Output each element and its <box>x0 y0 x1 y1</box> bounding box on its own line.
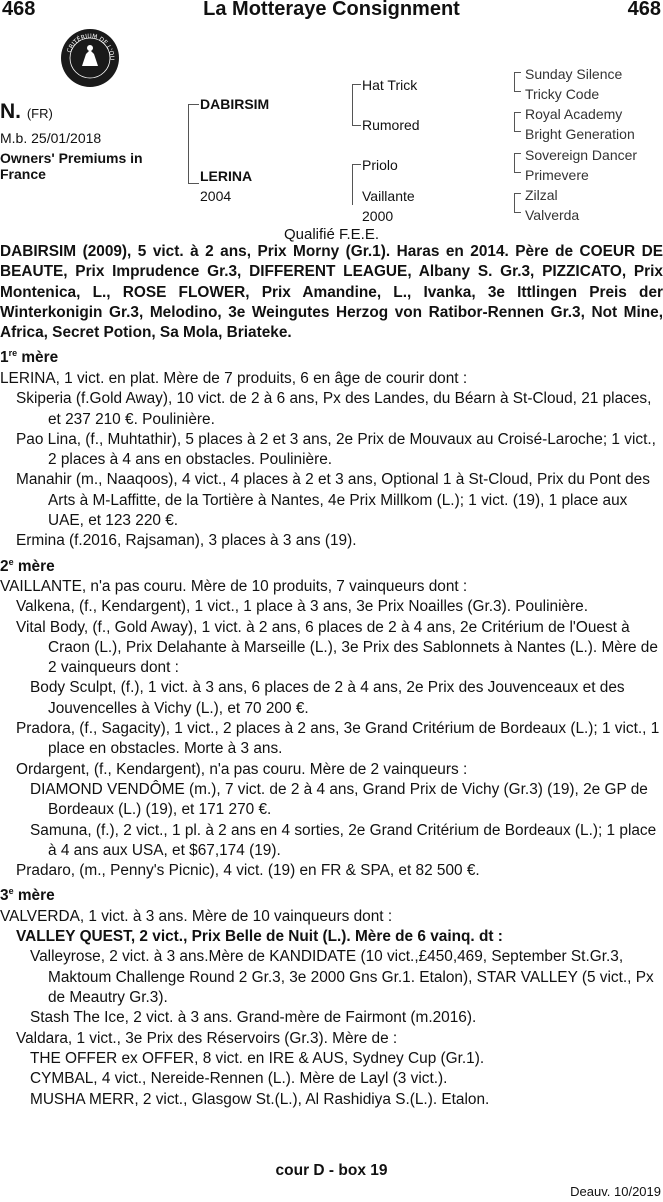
pedigree-g5: Sovereign Dancer <box>525 147 638 163</box>
dam-line-bracket <box>352 164 361 205</box>
first-dam-produce: Pao Lina, (f., Muhtathir), 5 places à 2 et 3 ans, 2e Prix de Mouvaux au Croisé-Laroche; 1 vict., 2 places à 4 ans en obstacles. Poulinière. <box>16 430 656 469</box>
pedigree-dam-sire: Priolo <box>362 157 398 173</box>
lot-number-right: 468 <box>627 0 661 20</box>
third-dam-produce: Valdara, 1 vict., 3e Prix des Réservoirs (Gr.3). Mère de : <box>16 1029 398 1047</box>
pedigree-g8: Valverda <box>525 207 580 223</box>
second-dam-intro: VAILLANTE, n'a pas couru. Mère de 10 produits, 7 vainqueurs dont : <box>0 578 468 595</box>
first-dam-heading: 1re mère <box>0 348 59 367</box>
third-dam-grand-produce: CYMBAL, 4 vict., Nereide-Rennen (L.). Mère de Layl (3 vict.). <box>30 1070 448 1088</box>
second-dam-grand-produce: Samuna, (f.), 2 vict., 1 pl. à 2 ans en 4 sorties, 2e Grand Critérium de Bordeaux (L.); 1 place à 4 ans aux USA, et $67,174 (19). <box>30 821 657 859</box>
horse-name: N. (FR) <box>0 100 53 123</box>
pedigree-g3: Royal Academy <box>525 106 623 122</box>
second-dam-grand-produce: Body Sculpt, (f.), 1 vict. à 3 ans, 6 places de 2 à 4 ans, 2e Prix des Jouvenceaux et des Jouvencelles à Vichy (L.), et 70 200 €. <box>30 679 625 717</box>
pedigree-sire: DABIRSIM <box>200 96 270 112</box>
third-dam-grand-produce: Stash The Ice, 2 vict. à 3 ans. Grand-mère de Fairmont (m.2016). <box>30 1009 477 1027</box>
third-dam-produce: VALLEY QUEST, 2 vict., Prix Belle de Nuit (L.). Mère de 6 vainq. dt : <box>16 928 503 946</box>
third-dam-intro: VALVERDA, 1 vict. à 3 ans. Mère de 10 vainqueurs dont : <box>0 907 393 925</box>
qualification: Qualifié F.E.E. <box>283 226 380 243</box>
first-dam-produce: Ermina (f.2016, Rajsaman), 3 places à 3 ans (19). <box>16 532 357 550</box>
pedigree-g2: Tricky Code <box>525 86 600 102</box>
first-dam-intro: LERINA, 1 vict. en plat. Mère de 7 produits, 6 en âge de courir dont : <box>0 369 468 387</box>
second-dam-produce: Pradaro, (m., Penny's Picnic), 4 vict. (19) en FR & SPA, et 82 500 €. <box>16 862 480 880</box>
first-dam-produce: Skiperia (f.Gold Away), 10 vict. de 2 à 6 ans, Px des Landes, du Béarn à St-Cloud, 21 places, et 237 210 €. Poulinière. <box>16 390 652 428</box>
pedigree-g4: Bright Generation <box>525 126 635 142</box>
criterium-ouest-seal-icon <box>60 28 120 88</box>
pedigree-sire-dam: Rumored <box>362 117 420 133</box>
pedigree-sire-sire: Hat Trick <box>362 77 418 93</box>
logo-text: CRITÉRIUM DE L'OU <box>65 32 116 61</box>
pedigree-g6: Primevere <box>525 167 589 183</box>
second-dam-grand-produce: DIAMOND VENDÔME (m.), 7 vict. de 2 à 4 ans, Grand Prix de Vichy (Gr.3) (19), 2e GP de Bordeaux (L.) (19), et 171 270 €. <box>30 780 648 819</box>
second-dam-produce: Pradora, (f., Sagacity), 1 vict., 2 places à 2 ans, 3e Grand Critérium de Bordeaux (L.); 1 vict., 1 place en obstacles. Morte à 3 ans. <box>16 720 660 758</box>
g-bracket-1 <box>514 72 521 92</box>
third-dam-grand-produce: MUSHA MERR, 2 vict., Glasgow St.(L.), Al Rashidiya S.(L.). Etalon. <box>30 1090 490 1108</box>
sire-paragraph: DABIRSIM (2009), 5 vict. à 2 ans, Prix Morny (Gr.1). Haras en 2014. Père de COEUR DE BEAUTE, Prix Imprudence Gr.3, DIFFERENT LEAGUE, Albany S. Gr.3, PIZZICATO, Prix Montenica, L., ROSE FLOWER, Prix Amandine, L., Ivanka, 3e Ittlingen Preis der Winterkonigin Gr.3, Melodino, 3e Weingutes Herzog von Ratibor-Rennen Gr.3, Not Mine, Africa, Secret Potion, Sa Mola, Briateke. <box>0 243 663 342</box>
sale-date: Deauv. 10/2019 <box>570 1184 661 1199</box>
third-dam-grand-produce: THE OFFER ex OFFER, 8 vict. en IRE & AUS, Sydney Cup (Gr.1). <box>30 1049 485 1067</box>
pedigree-dam-year: 2004 <box>200 188 232 204</box>
sire-line-bracket <box>352 84 361 126</box>
owners-premium: Owners' Premiums in France <box>0 150 143 182</box>
second-dam-produce: Vital Body, (f., Gold Away), 1 vict. à 2 ans, 6 places de 2 à 4 ans, 2e Critérium de l'Ouest à Craon (L.), Prix Delahante à Marseille (L.), 3e Prix des Sablonnets à Nantes (L.). Mère de 2 vainqueurs dont : <box>16 618 658 677</box>
pedigree-dam-dam: Vaillante <box>362 188 415 204</box>
catalogue-header <box>0 0 663 24</box>
sire-dam-bracket <box>188 104 199 184</box>
first-dam-produce: Manahir (m., Naaqoos), 4 vict., 4 places à 2 et 3 ans, Optional 1 à St-Cloud, Prix du Pont des Arts à M-Laffitte, de la Tortière à Nantes, 4e Prix Millkom (L.); 1 vict. (19), 1 place aux UAE, et 123 220 €. <box>16 471 650 529</box>
third-dam-heading: 3e mère <box>0 886 55 905</box>
pedigree-dam: LERINA <box>200 168 253 184</box>
g-bracket-2 <box>514 112 521 132</box>
lot-number-left: 468 <box>2 0 36 20</box>
consignor-title: La Motteraye Consignment <box>203 0 460 20</box>
third-dam-grand-produce: Valleyrose, 2 vict. à 3 ans.Mère de KANDIDATE (10 vict.,£450,469, September St.Gr.3, Maktoum Challenge Round 2 Gr.3, 3e 2000 Gns Gr.1. Etalon), STAR VALLEY (5 vict., Px de Meautry Gr.3). <box>30 948 654 1007</box>
second-dam-produce: Ordargent, (f., Kendargent), n'a pas couru. Mère de 2 vainqueurs : <box>16 760 468 778</box>
catalogue-body <box>0 242 663 1110</box>
box-location: cour D - box 19 <box>275 1162 388 1179</box>
second-dam-heading: 2e mère <box>0 556 55 575</box>
g-bracket-3 <box>514 153 521 173</box>
second-dam-produce: Valkena, (f., Kendargent), 1 vict., 1 place à 3 ans, 3e Prix Noailles (Gr.3). Poulinière. <box>16 598 589 616</box>
sex-birthdate: M.b. 25/01/2018 <box>0 130 102 146</box>
pedigree-dam-dam-year: 2000 <box>362 208 394 224</box>
pedigree-g1: Sunday Silence <box>525 66 623 82</box>
pedigree-g7: Zilzal <box>525 187 558 203</box>
g-bracket-4 <box>514 193 521 213</box>
